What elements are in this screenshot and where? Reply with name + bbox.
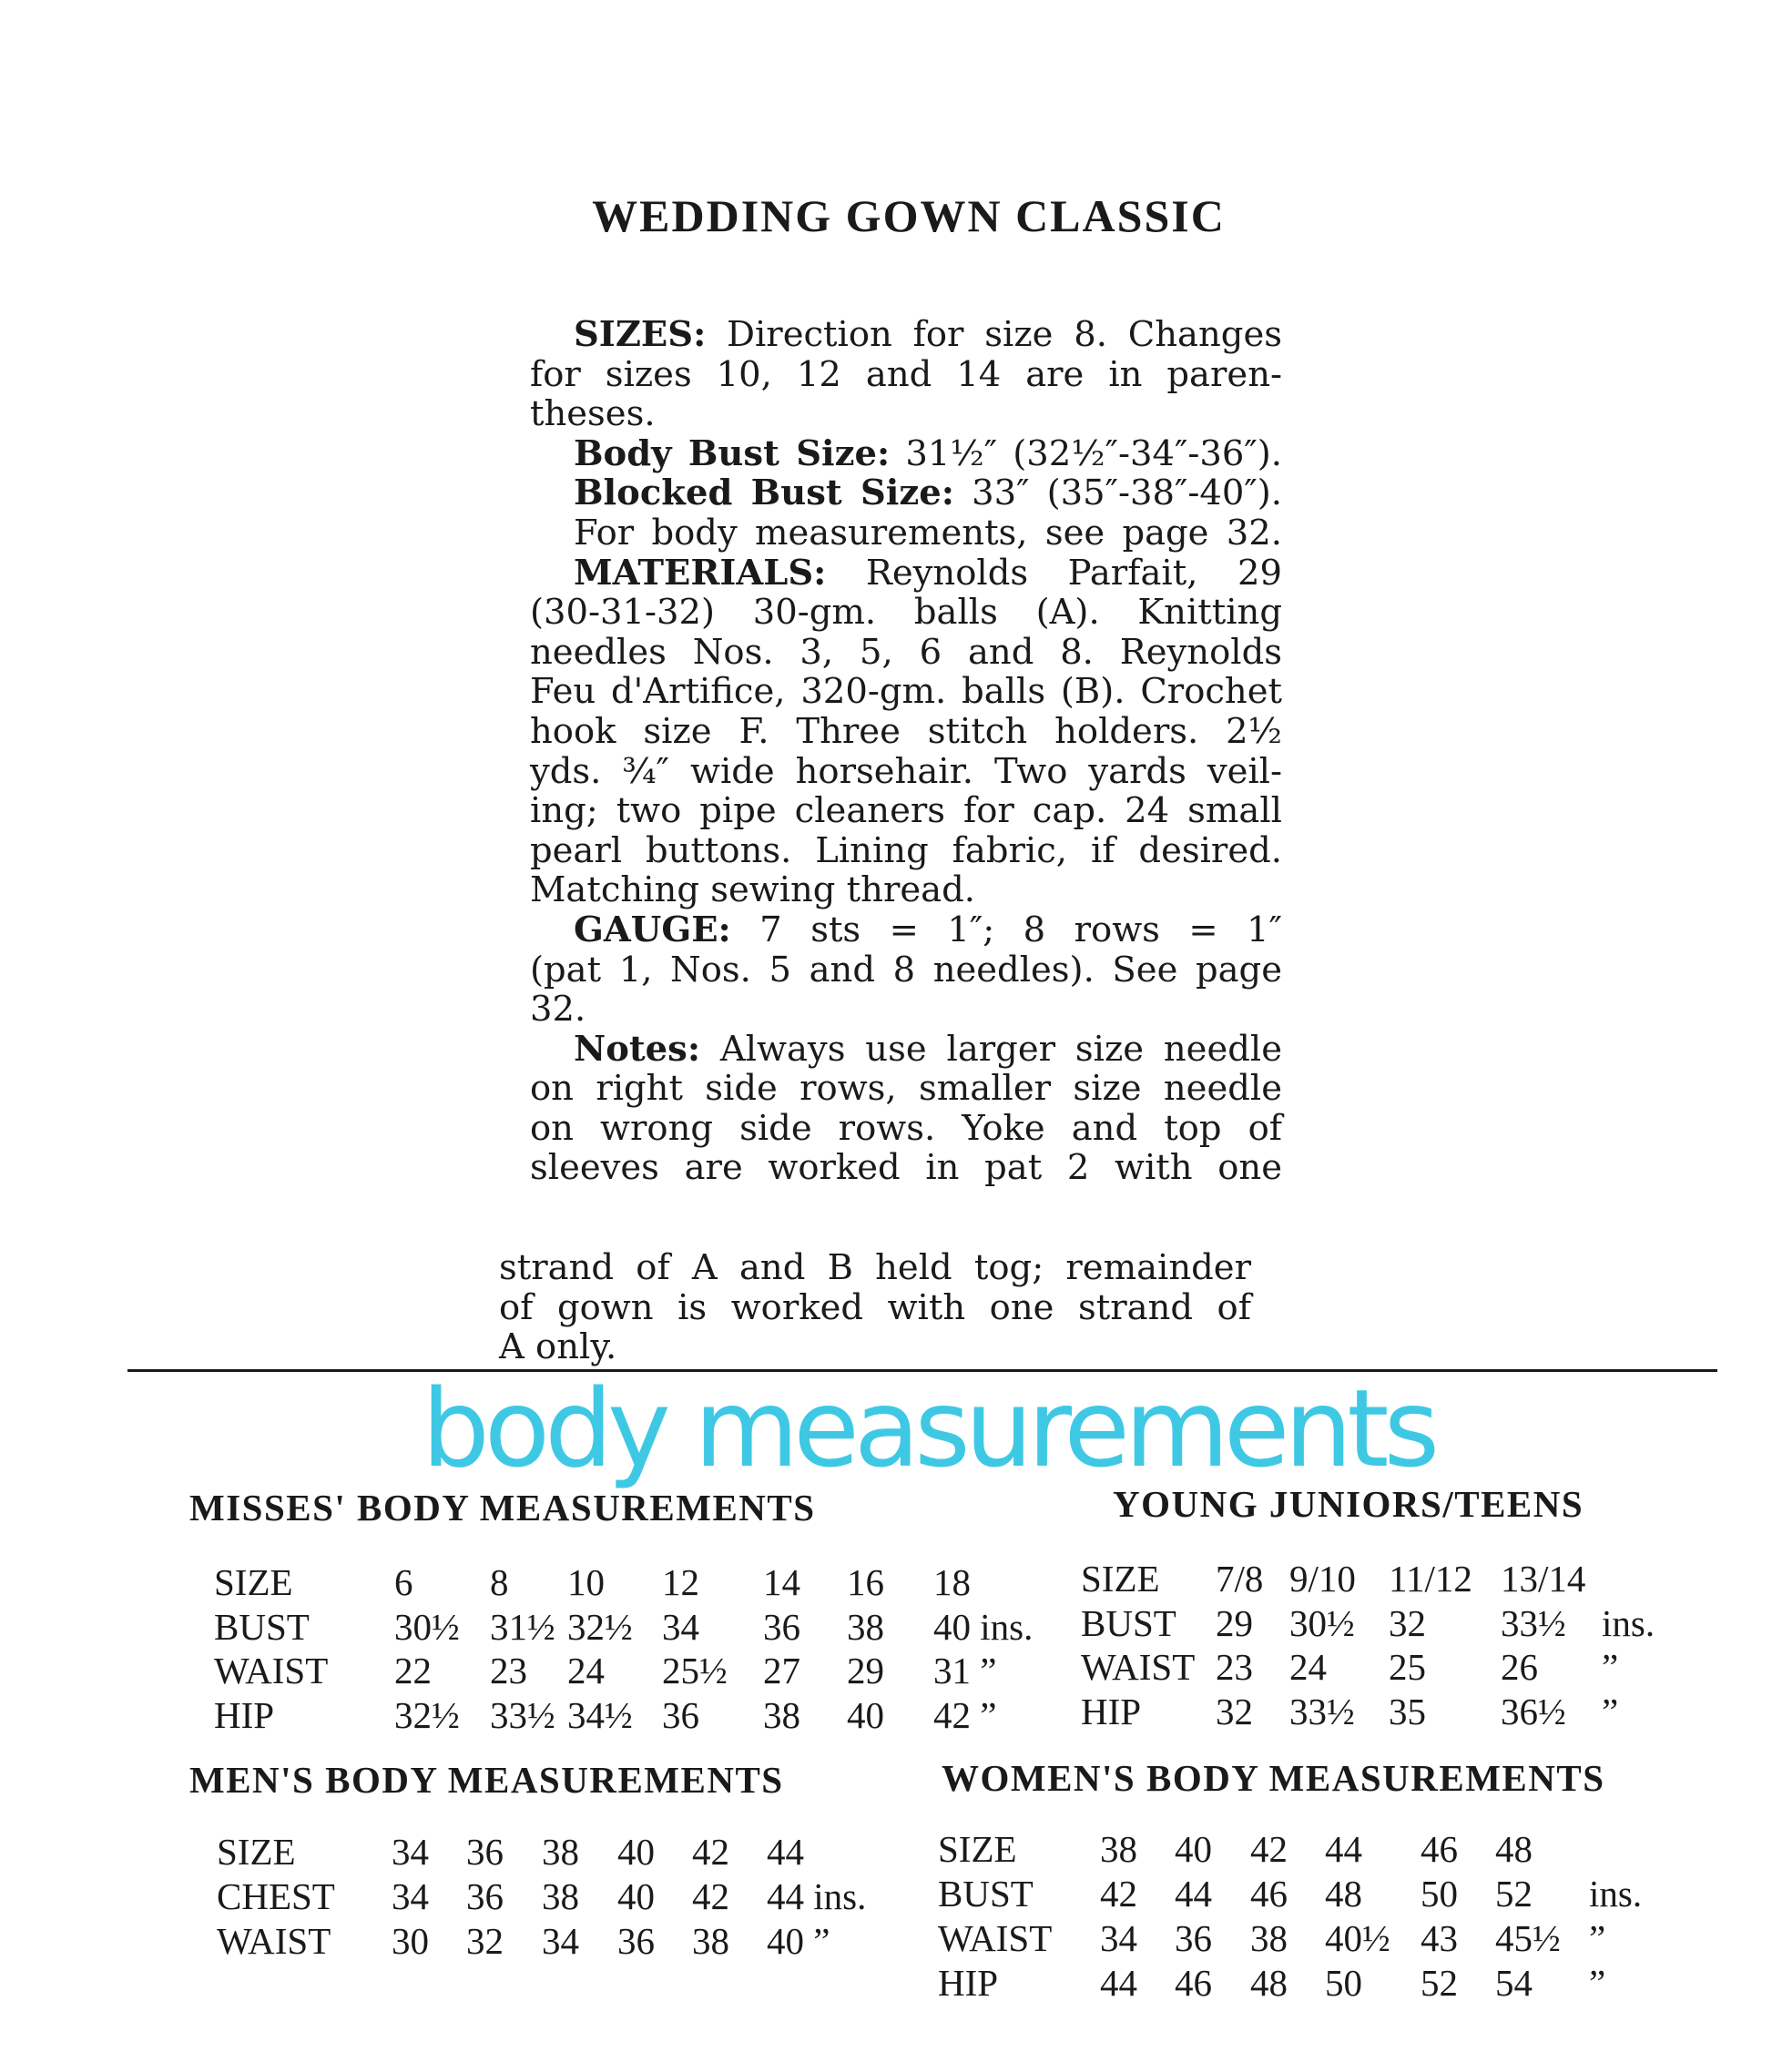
text-run: of gown is worked with one strand of [499,1286,1251,1328]
text-line [530,394,1282,434]
table-cell: 32 [466,1920,504,1962]
table-cell: 48 [1495,1828,1533,1870]
text-line [530,315,1282,355]
table-cell: 32½ [394,1693,460,1736]
table-cell: 46 [1250,1873,1288,1915]
table-cell: 40 [847,1693,884,1736]
table-cell: 33½ [1289,1690,1355,1732]
table-cell: 44 ins. [767,1875,867,1917]
table-cell: 11/12 [1389,1558,1472,1600]
table-cell: 42 [692,1831,729,1873]
young-table-heading: YOUNG JUNIORS/TEENS [1113,1483,1584,1525]
table-cell: 40 [617,1875,655,1917]
text-line [530,355,1282,395]
table-cell: 48 [1325,1873,1362,1915]
table-cell: 23 [490,1650,527,1691]
row-label: SIZE [214,1561,293,1603]
table-cell: 22 [394,1650,432,1691]
table-cell: 36 [617,1920,655,1962]
table-cell: 12 [662,1561,699,1603]
text-run: for sizes 10, 12 and 14 are in paren- [530,353,1282,395]
women-table-heading: WOMEN'S BODY MEASUREMENTS [942,1757,1605,1799]
table-cell: 32 [1389,1601,1426,1644]
table-cell: 32½ [567,1605,633,1648]
text-line [530,513,1282,554]
bold-label: GAUGE: [574,909,731,950]
table-cell: 48 [1250,1962,1288,2004]
text-run: sleeves are worked in pat 2 with one [530,1147,1282,1189]
table-cell: 34½ [567,1693,633,1736]
table-cell: 52 [1495,1873,1533,1915]
text-run: For body measurements, see page 32. [574,512,1282,554]
table-cell: 40 ins. [933,1605,1034,1648]
text-run: Feu d'Artifice, 320-gm. balls (B). Crochet [530,671,1282,713]
table-cell: 40½ [1325,1917,1390,1959]
table-cell: 36 [662,1693,699,1736]
table-cell: 24 [567,1650,605,1691]
table-cell: 13/14 [1501,1558,1586,1600]
text-line [530,752,1282,792]
table-cell: 44 [1325,1828,1362,1870]
row-label: WAIST [1081,1646,1196,1688]
text-run: yds. ¾″ wide horsehair. Two yards veil- [530,750,1282,792]
table-cell: 36 [466,1875,504,1917]
text-line [530,672,1282,712]
text-run: Matching sewing thread. [530,869,975,911]
table-cell: 25 [1389,1646,1426,1688]
table-cell: 30½ [394,1605,460,1648]
text-line [530,434,1282,474]
table-cell: 34 [542,1920,579,1962]
text-line [530,712,1282,752]
table-cell: 36½ [1501,1690,1566,1732]
text-run: (30-31-32) 30-gm. balls (A). Knitting [530,592,1282,634]
text-line [530,1148,1282,1188]
text-run: A only. [499,1326,617,1368]
table-cell: ” [1589,1917,1606,1959]
table-cell: 43 [1421,1917,1458,1959]
table-cell: 18 [933,1561,971,1603]
table-cell: 9/10 [1289,1558,1356,1600]
text-run: pearl buttons. Lining fabric, if desired. [530,829,1282,871]
text-run: strand of A and B held tog; remainder [499,1247,1251,1288]
text-run: (pat 1, Nos. 5 and 8 needles). See page [530,949,1282,990]
table-cell: 33½ [490,1693,555,1736]
table-cell: 38 [1250,1917,1288,1959]
table-cell: 46 [1421,1828,1458,1870]
table-cell: 44 [1175,1873,1212,1915]
table-cell: 7/8 [1216,1558,1264,1600]
table-cell: 31½ [490,1605,555,1648]
row-label: BUST [938,1873,1034,1915]
table-cell: 30½ [1289,1601,1355,1644]
text-line [530,791,1282,831]
table-cell: 54 [1495,1962,1533,2004]
row-label: HIP [214,1693,275,1736]
table-cell: 50 [1325,1962,1362,2004]
table-cell: 42 [1100,1873,1137,1915]
text-line [530,990,1282,1030]
table-cell: ins. [1589,1873,1643,1915]
row-label: HIP [938,1962,999,2004]
table-cell: 42 ” [933,1693,997,1736]
table-cell: 52 [1421,1962,1458,2004]
table-cell: 34 [392,1875,429,1917]
table-cell: 46 [1175,1962,1212,2004]
table-cell: 36 [1175,1917,1212,1959]
text-line [530,831,1282,871]
text-line [530,554,1282,594]
table-cell: 38 [1100,1828,1137,1870]
table-cell: 38 [847,1605,884,1648]
row-label: CHEST [217,1875,335,1917]
table-cell: 34 [662,1605,699,1648]
bold-label: Blocked Bust Size: [574,472,954,514]
text-line [530,1109,1282,1149]
table-cell: 40 [617,1831,655,1873]
text-line [499,1288,1251,1328]
body-measurements-heading: body measurements [422,1366,1435,1491]
table-cell: 38 [542,1875,579,1917]
row-label: SIZE [1081,1558,1160,1600]
pattern-instructions [530,315,1282,1188]
table-cell: 29 [847,1650,884,1691]
table-cell: 30 [392,1920,429,1962]
text-run: on wrong side rows. Yoke and top of [530,1107,1282,1149]
table-cell: ” [1602,1646,1619,1688]
table-cell: 31 ” [933,1650,997,1691]
table-cell: ” [1602,1690,1619,1732]
text-line [530,910,1282,950]
table-cell: 6 [394,1561,413,1603]
table-cell: 29 [1216,1601,1253,1644]
text-run: on right side rows, smaller size needle [530,1068,1282,1110]
table-cell: 44 [767,1831,804,1873]
text-line [499,1248,1251,1288]
text-line [530,950,1282,990]
table-cell: 10 [567,1561,605,1603]
text-line [530,870,1282,910]
text-run: Always use larger size needle [700,1028,1282,1070]
table-cell: ins. [1602,1601,1655,1644]
row-label: SIZE [938,1828,1017,1870]
table-cell: 34 [392,1831,429,1873]
table-cell: 25½ [662,1650,728,1691]
table-cell: 38 [692,1920,729,1962]
table-cell: 44 [1100,1962,1137,2004]
text-run: theses. [530,393,656,435]
table-cell: 24 [1289,1646,1327,1688]
row-label: BUST [1081,1601,1176,1644]
text-line [530,1069,1282,1109]
bold-label: SIZES: [574,314,707,355]
misses-table-heading: MISSES' BODY MEASUREMENTS [189,1487,816,1529]
row-label: HIP [1081,1690,1142,1732]
row-label: WAIST [217,1920,331,1962]
table-cell: 33½ [1501,1601,1566,1644]
table-cell: 45½ [1495,1917,1561,1959]
table-cell: 38 [542,1831,579,1873]
pattern-title: WEDDING GOWN CLASSIC [592,190,1226,241]
text-run: needles Nos. 3, 5, 6 and 8. Reynolds [530,631,1282,673]
text-run: 32. [530,989,586,1031]
table-cell: 42 [1250,1828,1288,1870]
table-cell: 32 [1216,1690,1253,1732]
text-run: 31½″ (32½″-34″-36″). [890,432,1283,474]
bold-label: Body Bust Size: [574,432,891,474]
bold-label: MATERIALS: [574,552,827,594]
table-cell: 40 ” [767,1920,830,1962]
table-cell: 16 [847,1561,884,1603]
text-line [499,1327,1251,1367]
table-cell: 23 [1216,1646,1253,1688]
table-cell: 14 [763,1561,800,1603]
text-run: hook size F. Three stitch holders. 2½ [530,710,1282,752]
text-line [530,1030,1282,1070]
table-cell: 40 [1175,1828,1212,1870]
table-cell: 36 [763,1605,800,1648]
text-run: 33″ (35″-38″-40″). [953,472,1282,514]
pattern-instructions-continued [499,1248,1251,1367]
table-cell: 34 [1100,1917,1137,1959]
table-cell: 42 [692,1875,729,1917]
table-cell: 27 [763,1650,800,1691]
text-run: Direction for size 8. Changes [706,314,1282,355]
table-cell: ” [1589,1962,1606,2004]
table-cell: 8 [490,1561,509,1603]
men-table-heading: MEN'S BODY MEASUREMENTS [189,1759,784,1801]
row-label: WAIST [938,1917,1053,1959]
table-cell: 26 [1501,1646,1538,1688]
text-line [530,473,1282,513]
row-label: SIZE [217,1831,296,1873]
row-label: BUST [214,1605,310,1648]
bold-label: Notes: [574,1028,701,1070]
text-run: ing; two pipe cleaners for cap. 24 small [530,790,1282,832]
text-run: 7 sts = 1″; 8 rows = 1″ [730,909,1282,950]
table-cell: 38 [763,1693,800,1736]
text-line [530,593,1282,633]
row-label: WAIST [214,1650,329,1691]
text-run: Reynolds Parfait, 29 [826,552,1282,594]
table-cell: 50 [1421,1873,1458,1915]
text-line [530,633,1282,673]
table-cell: 35 [1389,1690,1426,1732]
table-cell: 36 [466,1831,504,1873]
